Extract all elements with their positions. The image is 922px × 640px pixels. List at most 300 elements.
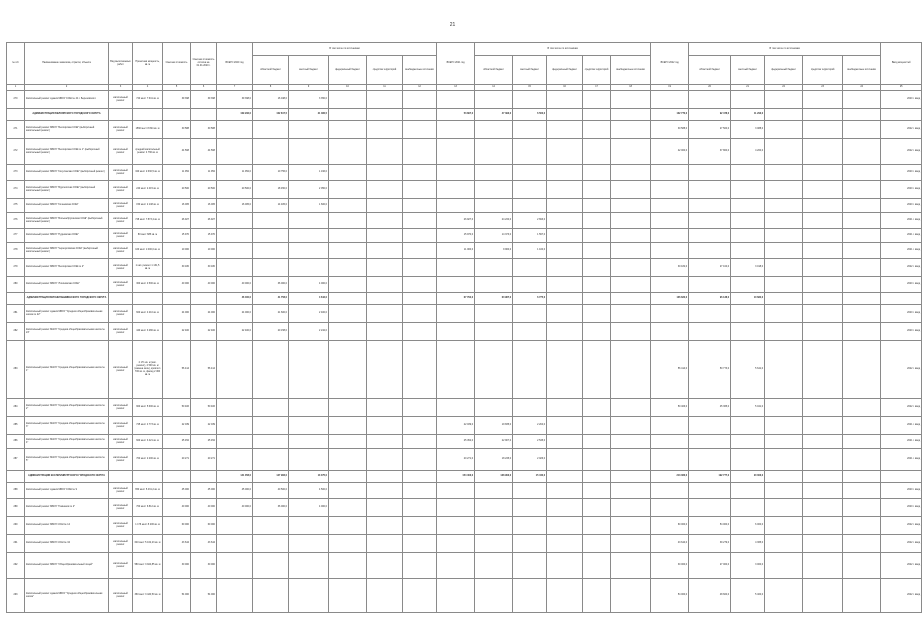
table-cell: 900 мест 5 600 кв. м — [133, 399, 163, 417]
table-cell — [217, 259, 253, 277]
table-cell: 102 770,0 — [651, 109, 689, 121]
table-cell: 650 мест 5 431,2 кв. м — [133, 483, 163, 499]
table-cell: 289 — [7, 499, 25, 517]
table-cell — [367, 579, 403, 613]
table-cell — [289, 341, 329, 399]
table-cell: Капитальный ремонт МБОУ СОШ № 14 — [25, 517, 109, 535]
table-cell: 15 970,0 — [437, 229, 475, 243]
table-cell — [651, 305, 689, 323]
table-cell — [513, 553, 547, 579]
table-cell: 15 440,0 — [513, 471, 547, 483]
column-number: 13 — [437, 85, 475, 91]
table-cell — [329, 293, 367, 305]
table-cell — [109, 293, 133, 305]
table-cell — [367, 323, 403, 341]
table-cell — [513, 259, 547, 277]
table-cell — [765, 535, 803, 553]
table-cell — [689, 229, 731, 243]
table-cell: 106 820,0 — [651, 293, 689, 305]
table-cell: 4 200,0 — [731, 139, 765, 165]
table-cell — [513, 323, 547, 341]
table-cell — [217, 399, 253, 417]
table-cell — [611, 323, 651, 341]
col-commissioning-header: Ввод мощностей — [881, 43, 922, 85]
table-cell — [583, 139, 611, 165]
table-cell — [611, 399, 651, 417]
table-cell: 30 000 — [163, 553, 191, 579]
table-cell: 154 403,0 — [437, 471, 475, 483]
table-cell: 277 — [7, 229, 25, 243]
table-cell: 300 мест 4 500 кв. м — [133, 277, 163, 293]
table-cell: 54 000,0 — [689, 517, 731, 535]
table-cell: 50 406 — [163, 399, 191, 417]
table-cell — [163, 471, 191, 483]
table-cell: капитальный ремонт — [109, 579, 133, 613]
table-cell: 6 000,0 — [731, 517, 765, 535]
table-cell: 36 000,0 — [253, 499, 289, 517]
table-cell — [437, 305, 475, 323]
table-cell — [367, 535, 403, 553]
table-cell: 45 365,0 — [689, 399, 731, 417]
table-cell — [253, 229, 289, 243]
table-cell: 46 400,0 — [217, 293, 253, 305]
table-cell — [803, 243, 843, 259]
table-cell — [611, 277, 651, 293]
table-cell — [765, 483, 803, 499]
table-cell — [437, 91, 475, 109]
table-cell: 40 000 — [191, 499, 217, 517]
table-row — [7, 199, 922, 213]
table-cell: 20 158,0 — [253, 323, 289, 341]
section-row — [7, 471, 922, 483]
table-cell — [611, 305, 651, 323]
table-cell — [843, 305, 881, 323]
table-row — [7, 139, 922, 165]
column-number: 5 — [163, 85, 191, 91]
table-cell — [475, 121, 513, 139]
table-cell — [475, 199, 513, 213]
table-cell — [583, 449, 611, 471]
table-cell — [403, 139, 437, 165]
table-cell: 286 — [7, 435, 25, 449]
table-cell: 728 мест 7 873,4 кв. м — [133, 213, 163, 229]
table-cell: 3 350,0 — [289, 91, 329, 109]
table-cell: 11 000,0 — [437, 243, 475, 259]
table-cell: 273 — [7, 165, 25, 181]
table-cell: Капитальный ремонт МБОУ "Рудновская ООШ" — [25, 229, 109, 243]
table-cell: 30 588,0 — [651, 121, 689, 139]
table-cell — [765, 165, 803, 181]
table-cell: 44 568 — [191, 139, 217, 165]
table-cell — [289, 579, 329, 613]
table-cell: 16 005 — [163, 199, 191, 213]
table-cell — [611, 417, 651, 435]
table-cell — [403, 323, 437, 341]
table-cell — [133, 293, 163, 305]
table-cell: 2 400,0 — [289, 305, 329, 323]
table-cell — [109, 109, 133, 121]
column-number: 1 — [7, 85, 25, 91]
table-cell — [367, 91, 403, 109]
table-cell — [651, 199, 689, 213]
table-cell: капитальный ремонт — [109, 243, 133, 259]
column-number: 19 — [651, 85, 689, 91]
table-cell: 60 000 — [191, 517, 217, 535]
table-cell — [367, 199, 403, 213]
table-cell: 2020 г. ввод — [881, 499, 922, 517]
table-cell: 640 мест 5 162,23 кв. м — [133, 535, 163, 553]
table-cell: 320 мест 2 630,5 кв. м — [133, 165, 163, 181]
table-cell — [217, 517, 253, 535]
table-cell — [611, 229, 651, 243]
table-cell — [803, 277, 843, 293]
table-cell: 1 176 мест 8 206 кв. м — [133, 517, 163, 535]
table-cell: АДМИНИСТРАЦИЯ ВЕРХНЕПЫШМИНСКОГО ГОРОДСКОГО ОКРУГА — [25, 293, 109, 305]
table-cell — [765, 277, 803, 293]
table-cell: 292 — [7, 553, 25, 579]
table-cell — [765, 471, 803, 483]
table-cell — [731, 243, 765, 259]
table-cell: 43 644,0 — [651, 535, 689, 553]
table-cell: 42 000,0 — [651, 139, 689, 165]
table-cell: 2 242,0 — [289, 323, 329, 341]
table-cell: капитальный ремонт — [109, 229, 133, 243]
table-cell — [731, 181, 765, 199]
table-cell: 10 682,0 — [731, 293, 765, 305]
table-cell — [217, 121, 253, 139]
table-cell: 240 мест 2 415 кв. м — [133, 181, 163, 199]
table-cell — [329, 471, 367, 483]
table-cell — [843, 399, 881, 417]
col-2022-federal-header: федеральный бюджет — [765, 56, 803, 85]
col-total-2020-header: ВСЕГО 2020 год — [217, 43, 253, 85]
table-cell — [367, 305, 403, 323]
col-2020-territorial-header: средства территорий — [367, 56, 403, 85]
table-cell — [547, 553, 583, 579]
table-cell: 40 500,0 — [253, 483, 289, 499]
col-name-header: Наименование заказчика, отрасли, объекта — [25, 43, 109, 85]
table-cell — [583, 213, 611, 229]
table-cell — [437, 121, 475, 139]
table-cell — [253, 435, 289, 449]
table-cell: 5 641,0 — [731, 341, 765, 399]
table-cell: 20 306,0 — [731, 471, 765, 483]
table-cell — [611, 109, 651, 121]
table-cell: капитальный ремонт — [109, 91, 133, 109]
table-cell — [765, 293, 803, 305]
table-cell: 141 058,0 — [217, 471, 253, 483]
table-cell — [881, 109, 922, 121]
table-cell: 2 171 кв. м (кап. ремонт), 2 500 кв. м (замена окон), кровля 1 700 кв. м, фасад 2 460 кв. м — [133, 341, 163, 399]
table-cell: 2 693,0 — [513, 213, 547, 229]
table-cell — [547, 435, 583, 449]
table-cell: капитальный ремонт — [109, 449, 133, 471]
table-cell: 14 373,0 — [475, 229, 513, 243]
table-cell — [765, 213, 803, 229]
table-cell: Капитальный ремонт МБОУ "Бруснятская ООШ" (выборочный капитальный ремонт) — [25, 181, 109, 199]
table-cell: 2020 г. ввод — [881, 165, 922, 181]
table-cell — [329, 341, 367, 399]
table-cell — [437, 181, 475, 199]
table-cell: 4 365,0 — [731, 535, 765, 553]
table-cell: 26 927,0 — [437, 213, 475, 229]
table-cell — [217, 535, 253, 553]
table-cell — [651, 229, 689, 243]
table-cell — [731, 305, 765, 323]
table-cell — [803, 553, 843, 579]
table-cell — [843, 483, 881, 499]
table-cell — [329, 517, 367, 535]
table-cell — [475, 323, 513, 341]
table-cell — [547, 499, 583, 517]
table-cell — [803, 579, 843, 613]
table-cell — [765, 259, 803, 277]
table-cell — [731, 483, 765, 499]
table-row — [7, 323, 922, 341]
table-cell: 25 452 — [163, 435, 191, 449]
table-cell: Капитальный ремонт здания МБОУ СОШ № 9 — [25, 483, 109, 499]
table-cell — [513, 121, 547, 139]
table-cell: 16 005 — [191, 199, 217, 213]
table-cell: 1 600,0 — [289, 199, 329, 213]
table-cell — [513, 139, 547, 165]
table-cell — [765, 399, 803, 417]
table-cell: 60 000,0 — [651, 517, 689, 535]
table-cell: 44 568 — [163, 139, 191, 165]
table-cell — [731, 165, 765, 181]
table-cell — [217, 243, 253, 259]
table-cell: капитальный ремонт — [109, 417, 133, 435]
table-cell — [843, 243, 881, 259]
group-2020-header: В том числе по источникам — [253, 43, 437, 56]
table-cell — [513, 535, 547, 553]
table-cell: 600 мест 3 421 кв. м — [133, 435, 163, 449]
table-cell: 4 000,0 — [289, 277, 329, 293]
table-cell — [583, 109, 611, 121]
table-cell — [513, 517, 547, 535]
table-cell: 30 180 — [163, 259, 191, 277]
table-cell — [7, 109, 25, 121]
col-2021-territorial-header: средства территорий — [583, 56, 611, 85]
table-cell: 2021 г. ввод — [881, 417, 922, 435]
table-cell: 725 мест 4 773 кв. м — [133, 417, 163, 435]
table-cell: капитальный ремонт — [109, 483, 133, 499]
table-cell — [731, 229, 765, 243]
table-cell — [583, 579, 611, 613]
table-cell — [731, 213, 765, 229]
table-cell — [475, 165, 513, 181]
table-cell — [765, 517, 803, 535]
table-cell — [513, 277, 547, 293]
table-cell: капитальный ремонт — [109, 139, 133, 165]
table-cell — [583, 341, 611, 399]
table-cell: 22 400 — [163, 323, 191, 341]
table-cell — [329, 259, 367, 277]
table-cell — [843, 449, 881, 471]
table-cell — [367, 417, 403, 435]
table-cell — [547, 341, 583, 399]
table-cell: 24 000,0 — [217, 305, 253, 323]
table-cell — [253, 213, 289, 229]
table-cell: 138 963,0 — [475, 471, 513, 483]
table-cell: 10 000 — [163, 243, 191, 259]
table-row — [7, 165, 922, 181]
table-cell — [329, 109, 367, 121]
table-cell — [843, 259, 881, 277]
table-cell: Капитальный ремонт МАОУ "Средняя общеобразовательная школа № 2" — [25, 399, 109, 417]
header-row-1 — [7, 43, 922, 56]
table-row — [7, 91, 922, 109]
table-cell: 700 мест 2 200 кв. м — [133, 449, 163, 471]
table-cell: 36 000,0 — [253, 277, 289, 293]
table-cell — [329, 121, 367, 139]
col-2021-regional-header: областной бюджет — [475, 56, 513, 85]
table-cell: 2020 г. ввод — [881, 323, 922, 341]
table-row — [7, 259, 922, 277]
table-cell — [803, 435, 843, 449]
table-cell — [329, 435, 367, 449]
table-cell — [583, 91, 611, 109]
col-2022-territorial-header: средства территорий — [803, 56, 843, 85]
table-cell: 213 083,0 — [651, 471, 689, 483]
table-cell — [583, 517, 611, 535]
table-cell — [329, 139, 367, 165]
table-cell: 2022 г. ввод — [881, 341, 922, 399]
table-cell: 272 — [7, 139, 25, 165]
table-cell: 271 — [7, 121, 25, 139]
table-cell — [289, 259, 329, 277]
table-cell — [803, 323, 843, 341]
table-cell — [329, 199, 367, 213]
table-cell: 720 мест 7 641 кв. м — [133, 91, 163, 109]
table-cell — [329, 91, 367, 109]
table-cell — [803, 165, 843, 181]
table-row — [7, 517, 922, 535]
table-cell — [403, 417, 437, 435]
table-cell — [253, 449, 289, 471]
table-cell — [437, 139, 475, 165]
table-cell: Капитальный ремонт МБОУ "Общеобразовательный лицей" — [25, 553, 109, 579]
table-cell — [403, 579, 437, 613]
table-cell: Капитальный ремонт здания МБОУ СОШ № 44 г. Березовского — [25, 91, 109, 109]
table-cell — [367, 341, 403, 399]
table-cell — [843, 229, 881, 243]
table-cell: 2021 г. ввод — [881, 449, 922, 471]
table-cell — [843, 579, 881, 613]
table-cell — [765, 449, 803, 471]
table-cell — [611, 483, 651, 499]
table-cell — [803, 121, 843, 139]
table-cell — [475, 535, 513, 553]
table-cell — [367, 449, 403, 471]
table-cell — [583, 323, 611, 341]
table-cell — [133, 471, 163, 483]
table-cell: 5 400,0 — [731, 579, 765, 613]
table-cell: 14 405,0 — [253, 199, 289, 213]
table-cell: 60 000 — [163, 517, 191, 535]
table-cell — [367, 553, 403, 579]
table-cell: 26 927 — [191, 213, 217, 229]
table-cell: 13 075,0 — [289, 471, 329, 483]
table-cell: 37 800,0 — [689, 139, 731, 165]
table-cell — [367, 517, 403, 535]
table-row — [7, 277, 922, 293]
table-cell: 67 762,0 — [437, 293, 475, 305]
table-cell — [583, 535, 611, 553]
table-cell — [651, 435, 689, 449]
table-cell: 24 000 — [191, 305, 217, 323]
col-2022-regional-header: областной бюджет — [689, 56, 731, 85]
table-cell — [765, 229, 803, 243]
table-cell — [547, 449, 583, 471]
table-cell: 2020 г. ввод — [881, 199, 922, 213]
table-cell: 22 039,0 — [437, 417, 475, 435]
table-cell: 2022 г. ввод — [881, 139, 922, 165]
table-cell — [513, 165, 547, 181]
table-cell — [217, 579, 253, 613]
table-cell — [689, 435, 731, 449]
column-number: 7 — [217, 85, 253, 91]
table-cell: 40 000 — [163, 499, 191, 517]
group-2022-header: В том числе по источникам — [689, 43, 881, 56]
table-cell: 11 952 — [191, 165, 217, 181]
table-cell — [611, 579, 651, 613]
table-cell: 24 000 — [163, 305, 191, 323]
table-cell — [437, 341, 475, 399]
table-cell — [843, 417, 881, 435]
table-row — [7, 121, 922, 139]
table-cell — [803, 305, 843, 323]
table-cell — [289, 229, 329, 243]
table-cell: Капитальный ремонт МБОУ "Гимназия № 2" — [25, 499, 109, 517]
column-number: 3 — [109, 85, 133, 91]
col-capacity-header: Проектная мощность, кв. м — [133, 43, 163, 85]
table-cell — [689, 165, 731, 181]
table-cell — [329, 579, 367, 613]
table-cell — [651, 483, 689, 499]
table-cell — [547, 517, 583, 535]
table-cell — [651, 91, 689, 109]
table-cell — [437, 535, 475, 553]
table-cell: 40 000,0 — [217, 277, 253, 293]
table-cell: Капитальный ремонт МАОУ "Средняя общеобразовательная школа № 3" — [25, 417, 109, 435]
column-number: 18 — [611, 85, 651, 91]
table-cell — [611, 553, 651, 579]
table-cell — [583, 483, 611, 499]
table-cell — [843, 341, 881, 399]
table-cell: 700 мест 6 812 кв. м — [133, 499, 163, 517]
table-cell — [547, 243, 583, 259]
table-cell — [367, 121, 403, 139]
table-cell: Капитальный ремонт здания МБОУ "Средняя общеобразовательная школа № 22" — [25, 305, 109, 323]
table-cell — [547, 139, 583, 165]
table-cell — [803, 517, 843, 535]
table-cell: 3 088,0 — [731, 121, 765, 139]
table-cell — [651, 277, 689, 293]
table-cell — [289, 417, 329, 435]
table-cell — [513, 199, 547, 213]
table-cell — [403, 341, 437, 399]
table-cell: 19 835,0 — [475, 417, 513, 435]
table-cell — [689, 243, 731, 259]
table-cell — [689, 91, 731, 109]
table-cell: 20 500 — [191, 181, 217, 199]
table-cell — [803, 181, 843, 199]
table-cell — [731, 499, 765, 517]
table-cell — [475, 579, 513, 613]
table-cell — [731, 323, 765, 341]
table-cell — [765, 243, 803, 259]
